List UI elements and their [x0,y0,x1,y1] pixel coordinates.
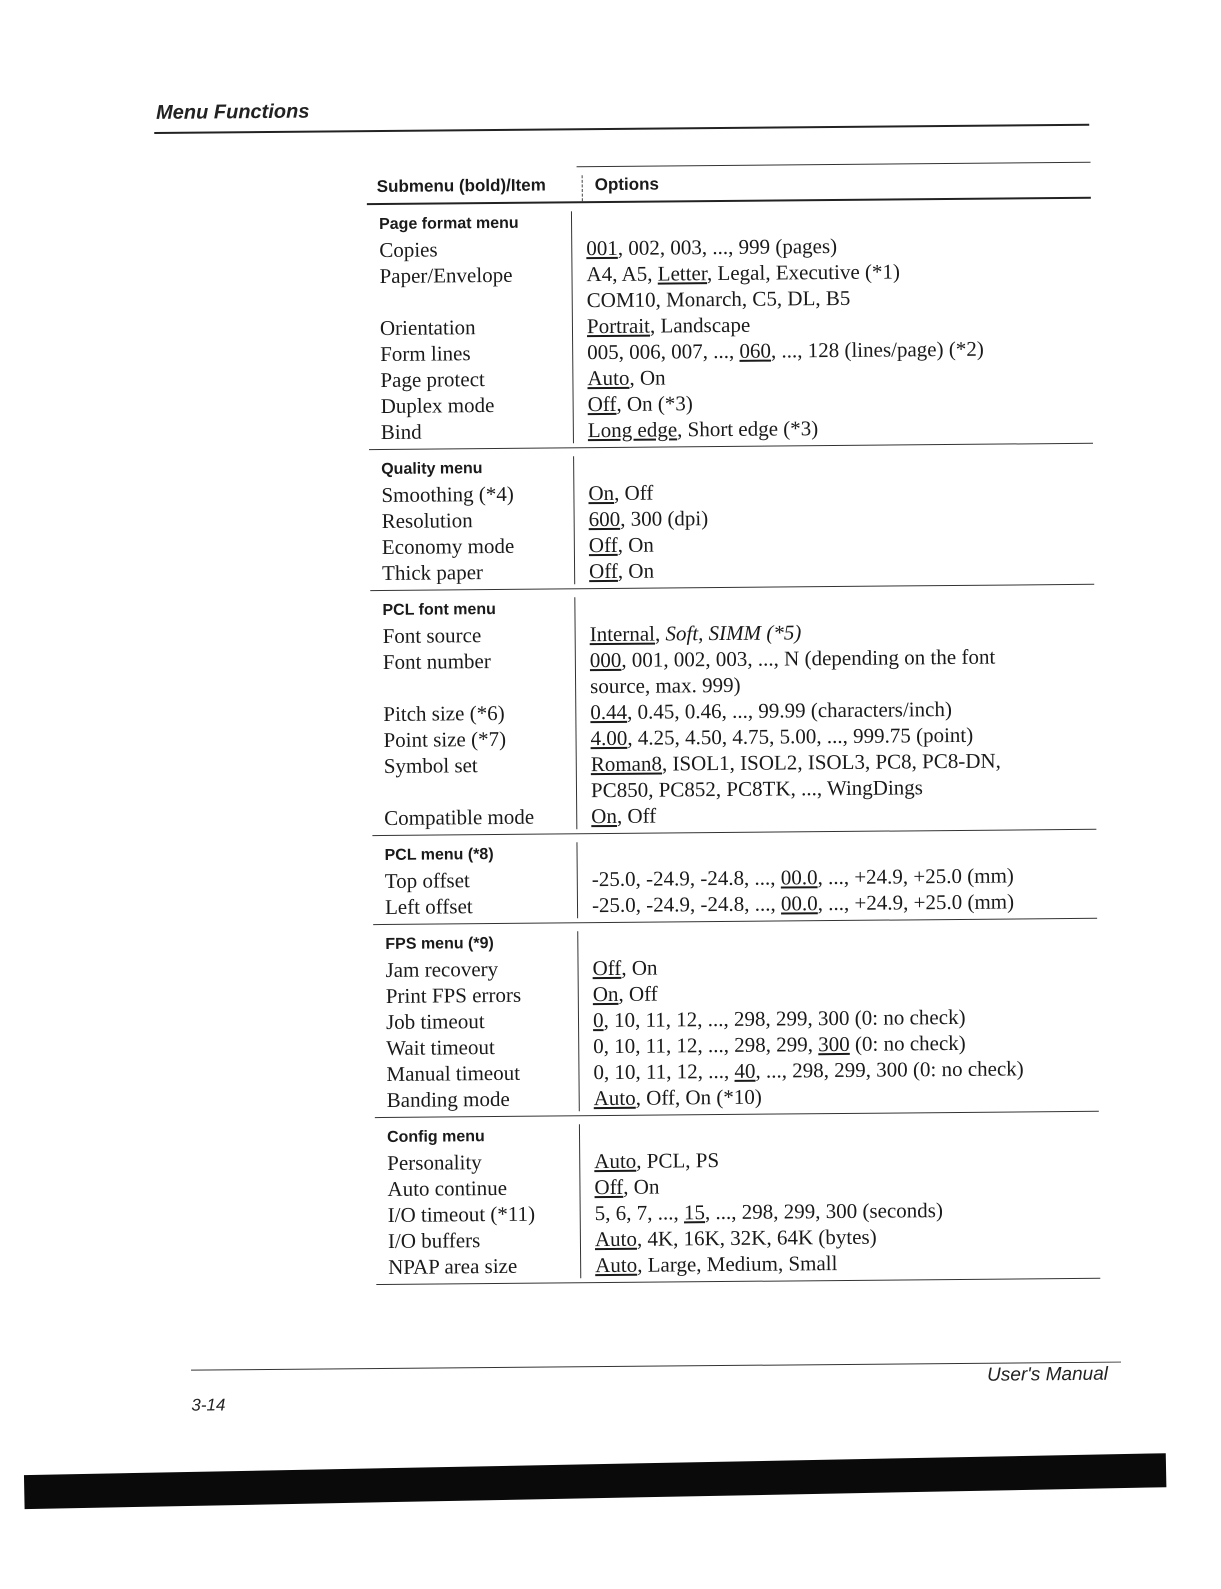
option-text: A4, A5, [586,261,658,287]
menu-item-label: Pitch size (*6) [383,700,505,726]
menu-item-label: Thick paper [381,560,484,585]
default-option: Roman8 [590,751,663,777]
menu-item-label: Manual timeout [386,1060,521,1086]
submenu-heading: Config menu [386,1128,485,1146]
option-text: , 002, 003, ..., 999 (pages) [617,233,838,260]
option-text: , 300 (dpi) [620,506,709,531]
default-option: Off [588,532,618,558]
default-option: On [588,480,615,506]
menu-item-options [593,1055,1098,1085]
menu-item-label: Font number [382,649,491,674]
option-text: , 001, 002, 003, ..., N (depending on the font [621,644,996,672]
section-items-column [373,931,580,1113]
section-items-column [370,597,577,831]
option-text: , 4K, 16K, 32K, 64K (bytes) [636,1224,877,1251]
option-text: , Off [613,480,654,505]
option-text: , 0.45, 0.46, ..., 99.99 (characters/inch) [626,697,952,724]
option-text: , ISOL1, ISOL2, ISOL3, PC8, PC8-DN, [661,748,1001,776]
default-option: On [592,981,619,1007]
menu-item-label: NPAP area size [388,1253,518,1279]
default-option: 060 [739,338,772,363]
default-option: 15 [683,1200,706,1225]
menu-item-label: Duplex mode [380,392,495,418]
menu-item-label [380,287,572,315]
column-header-options: Options [594,174,660,195]
menu-item-options [589,554,1094,584]
option-text: 005, 006, 007, ..., [587,338,740,365]
default-option: 0 [592,1008,604,1033]
option-text: , Landscape [649,312,751,338]
menu-section [372,830,1097,925]
option-text: source, max. 999) [589,672,741,699]
menu-section [369,444,1094,591]
default-option: Auto [595,1252,638,1278]
section-options-column [578,927,1099,1112]
default-option: Off [594,1174,624,1200]
section-options-column [575,593,1096,830]
default-option: 300 [818,1031,850,1057]
page-header-title: Menu Functions [155,100,310,124]
option-text: , On [617,558,655,583]
default-option: 00.0 [780,891,818,916]
default-option: Off [588,558,618,584]
menu-item-options [588,413,1093,443]
menu-item-label: Symbol set [383,753,478,778]
section-options-column [574,452,1094,585]
default-option: Letter [657,261,708,286]
menu-section [375,1112,1100,1285]
option-text: , 10, 11, 12, ..., 298, 299, 300 (0: no check) [603,1004,966,1033]
table-body [367,199,1100,1285]
option-text: PC850, PC852, PC8TK, ..., WingDings [590,775,924,803]
default-option: 000 [589,647,622,673]
submenu-heading: PCL font menu [382,600,496,619]
submenu-heading: FPS menu (*9) [385,935,494,953]
menu-item-options [594,1081,1099,1111]
section-items-column [369,456,575,586]
optional-option: Soft, SIMM (*5) [665,620,802,646]
footer-manual-title: User's Manual [987,1363,1109,1386]
option-text: , PCL, PS [636,1148,720,1173]
section-items-column [372,842,578,920]
menu-item-label: Wait timeout [386,1035,495,1060]
menu-item-label: Bind [380,419,422,444]
default-option: Auto [587,365,630,391]
option-text: (0: no check) [849,1030,966,1056]
default-option: Off [587,391,617,417]
section-options-column [580,1120,1100,1279]
footer-rule [191,1362,1121,1371]
menu-item-label: Jam recovery [385,956,499,982]
option-text: -25.0, -24.9, -24.8, ..., [591,865,781,892]
menu-item-options [591,799,1096,829]
menu-item-options [595,1248,1100,1278]
menu-item-label: Copies [379,237,438,262]
menu-item-label: Auto continue [387,1175,508,1201]
menu-item-label: Job timeout [385,1009,485,1034]
scan-edge-bar [24,1453,1166,1509]
submenu-heading: Page format menu [378,214,519,233]
option-text: 0, 10, 11, 12, ..., [593,1058,735,1085]
column-header-submenu: Submenu (bold)/Item [367,175,583,203]
footer-page-number: 3-14 [191,1395,226,1415]
menu-item-label: Orientation [379,315,476,340]
option-text: , Off, On (*10) [635,1084,762,1110]
header-rule [154,124,1089,134]
menu-table [367,162,1101,1285]
default-option: Off [592,955,622,981]
option-text: , On [623,1174,660,1199]
option-text: , ..., 298, 299, 300 (seconds) [704,1198,944,1225]
menu-item-label [384,777,576,805]
option-text: 0, 10, 11, 12, ..., 298, 299, [593,1032,819,1059]
default-option: On [591,803,618,829]
option-text: , Off [616,803,657,828]
option-text: , Large, Medium, Small [637,1251,838,1277]
menu-item-label: I/O buffers [387,1228,481,1253]
menu-item-label: Compatible mode [384,804,535,830]
default-option: Internal [589,621,656,647]
option-text: , On [621,955,658,980]
default-option: Long edge [587,417,678,443]
default-option: 00.0 [780,865,818,890]
menu-item-label: Smoothing (*4) [381,481,514,507]
option-text: , ..., +24.9, +25.0 (mm) [817,863,1014,890]
option-text: , On [617,532,654,557]
default-option: Auto [594,1226,638,1252]
section-options-column [572,207,1093,444]
option-text: , ..., 298, 299, 300 (0: no check) [755,1056,1024,1083]
menu-item-label: Font source [382,623,482,648]
default-option: 600 [588,506,621,532]
section-items-column [375,1124,581,1280]
option-text: , Legal, Executive (*1) [706,259,901,286]
default-option: Auto [593,1085,636,1111]
menu-item-options [592,888,1097,918]
menu-item-label: Resolution [381,508,473,533]
option-text: , ..., 128 (lines/page) (*2) [770,336,984,363]
menu-item-label: Paper/Envelope [379,262,513,288]
menu-item-label: Economy mode [381,533,515,559]
menu-item-label: Form lines [380,341,471,366]
default-option: 0.44 [590,699,628,725]
menu-item-label: Point size (*7) [383,726,507,752]
menu-section [367,199,1093,450]
menu-item-label: Left offset [384,894,473,919]
default-option: 40 [734,1058,756,1083]
menu-item-label: I/O timeout (*11) [387,1201,536,1227]
submenu-heading: Quality menu [381,460,483,478]
option-text: , Off [618,981,658,1006]
section-options-column [577,838,1097,919]
menu-section [370,585,1096,836]
menu-section [373,919,1099,1118]
submenu-heading: PCL menu (*8) [384,846,494,864]
menu-item-label: Top offset [384,868,470,893]
option-text: , [654,621,666,646]
option-text: , ..., +24.9, +25.0 (mm) [817,889,1015,916]
default-option: 001 [586,235,618,261]
menu-item-label: Page protect [380,367,485,392]
default-option: 4.00 [590,725,628,751]
option-text: , 4.25, 4.50, 4.75, 5.00, ..., 999.75 (point) [627,722,974,750]
option-text: , On (*3) [616,391,693,416]
menu-item-label: Banding mode [386,1086,510,1112]
default-option: Portrait [586,313,651,339]
option-text: , On [629,365,666,390]
menu-item-label: Print FPS errors [385,982,522,1008]
section-items-column [367,211,574,445]
default-option: Auto [594,1148,637,1174]
menu-item-label: Personality [387,1150,482,1175]
option-text: 5, 6, 7, ..., [594,1200,685,1226]
option-text: , Short edge (*3) [676,416,819,442]
option-text: COM10, Monarch, C5, DL, B5 [586,285,851,313]
option-text: -25.0, -24.9, -24.8, ..., [591,891,782,918]
menu-item-label [383,673,575,701]
